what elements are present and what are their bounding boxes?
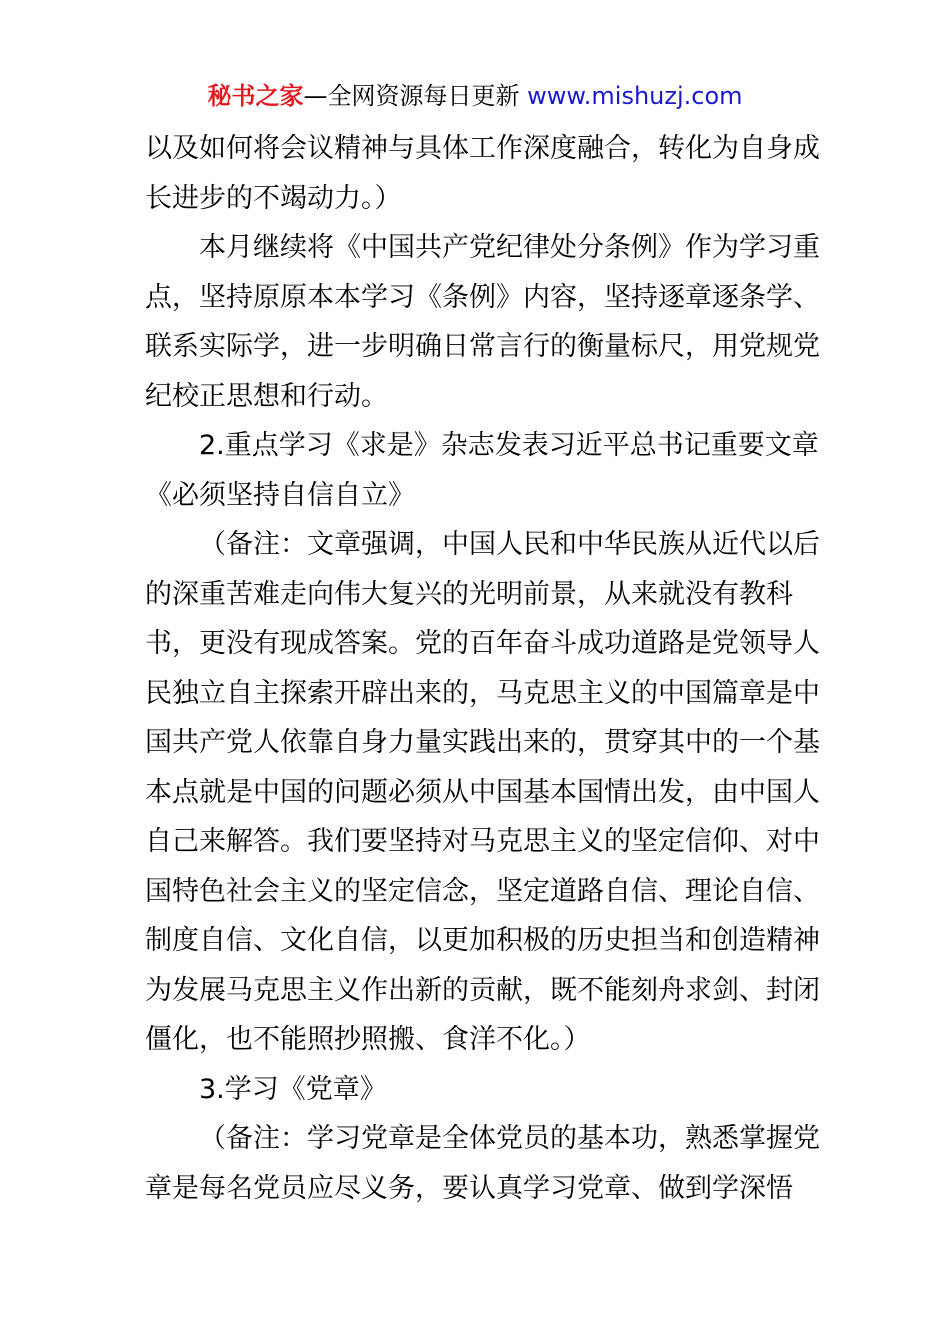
document-body — [145, 124, 820, 1213]
section-heading: 2.重点学习《求是》杂志发表习近平总书记重要文章 — [199, 430, 819, 461]
text-line: 本月继续将《中国共产党纪律处分条例》作为学习重 — [199, 232, 820, 263]
site-url-link[interactable]: www.mishuzj.com — [527, 82, 743, 110]
brand-name: 秘书之家 — [207, 82, 304, 110]
text-line: （备注：文章强调，中国人民和中华民族从近代以后 — [199, 529, 820, 560]
text-line: 自己来解答。我们要坚持对马克思主义的坚定信仰、对中 — [145, 826, 820, 857]
site-header — [0, 80, 950, 112]
text-line: 本点就是中国的问题必须从中国基本国情出发，由中国人 — [145, 776, 820, 808]
text-line: 为发展马克思主义作出新的贡献，既不能刻舟求剑、封闭 — [145, 974, 820, 1006]
text-line: 国共产党人依靠自身力量实践出来的，贯穿其中的一个基 — [145, 727, 820, 758]
section-heading: 3.学习《党章》 — [199, 1073, 387, 1105]
text-line: 国特色社会主义的坚定信念，坚定道路自信、理论自信、 — [145, 875, 820, 907]
text-line: 僵化，也不能照抄照搬、食洋不化。） — [145, 1024, 591, 1055]
text-line: 长进步的不竭动力。） — [145, 182, 402, 214]
header-tagline: —全网资源每日更新 — [303, 82, 520, 110]
text-line: 书，更没有现成答案。党的百年奋斗成功道路是党领导人 — [145, 628, 820, 659]
text-line: 的深重苦难走向伟大复兴的光明前景，从来就没有教科 — [145, 578, 793, 610]
text-line: 纪校正思想和行动。 — [145, 380, 388, 412]
text-line: 联系实际学，进一步明确日常言行的衡量标尺，用党规党 — [145, 331, 820, 362]
text-line: 民独立自主探索开辟出来的，马克思主义的中国篇章是中 — [145, 677, 820, 709]
text-line: （备注：学习党章是全体党员的基本功，熟悉掌握党 — [199, 1123, 820, 1154]
text-line: 点，坚持原原本本学习《条例》内容，坚持逐章逐条学、 — [145, 281, 820, 313]
text-line: 制度自信、文化自信，以更加积极的历史担当和创造精神 — [145, 925, 820, 956]
section-heading: 《必须坚持自信自立》 — [145, 479, 415, 511]
text-line: 以及如何将会议精神与具体工作深度融合，转化为自身成 — [145, 133, 820, 164]
text-line: 章是每名党员应尽义务，要认真学习党章、做到学深悟 — [145, 1172, 793, 1204]
